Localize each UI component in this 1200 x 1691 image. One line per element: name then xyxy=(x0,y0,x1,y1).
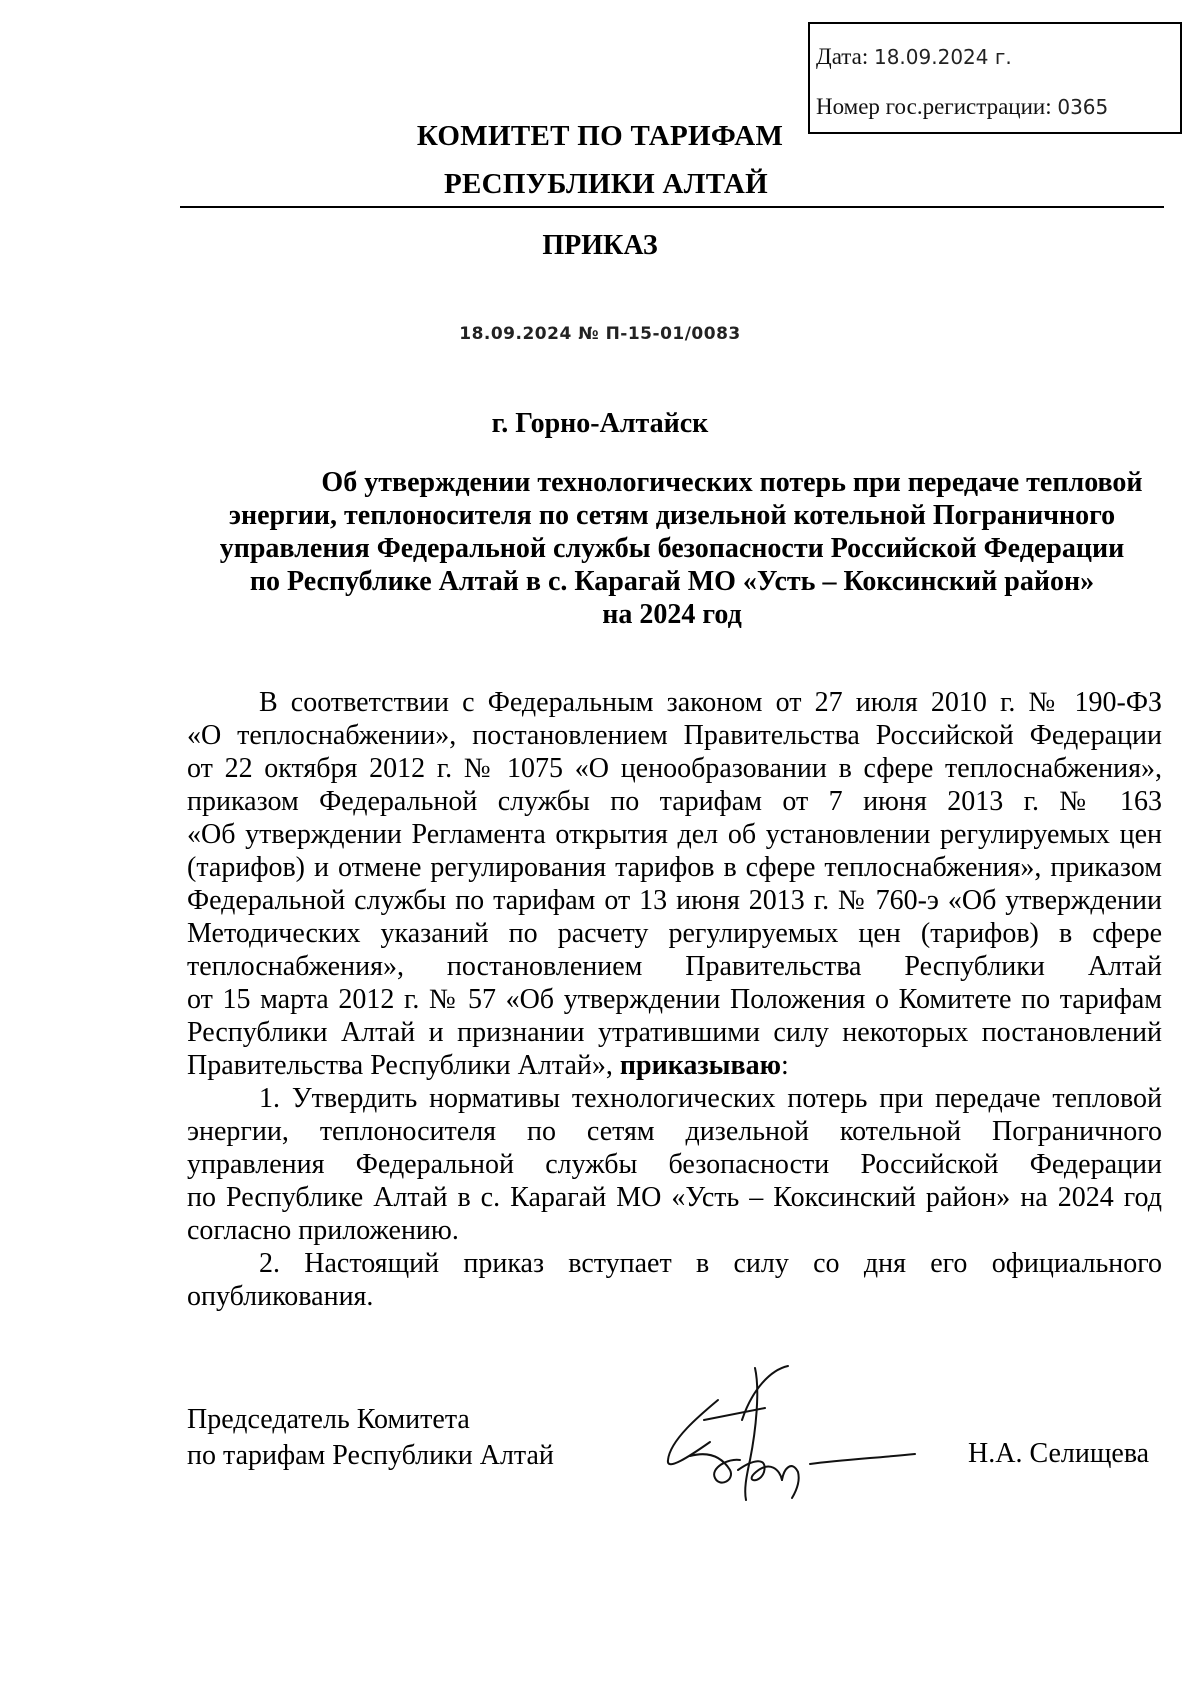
committee-name-line2: РЕСПУБЛИКИ АЛТАЙ xyxy=(443,168,769,200)
title-line: энергии, теплоносителя по сетям дизельной котельной Пограничного xyxy=(228,500,1116,531)
title-line: на 2024 год xyxy=(602,599,742,630)
preamble-line: Методических указаний по расчету регулируемых цен (тарифов) в сфере xyxy=(187,918,1162,949)
document-type: ПРИКАЗ xyxy=(542,230,658,261)
preamble-line: В соответствии с Федеральным законом от 27 июля 2010 г. № 190-ФЗ xyxy=(259,687,1162,718)
preamble-line: Федеральной службы по тарифам от 13 июня 2013 г. № 760-э «Об утверждении xyxy=(187,885,1162,916)
preamble-last-line xyxy=(187,1049,1162,1082)
preamble-line: Республики Алтай и признании утратившими силу некоторых постановлений xyxy=(187,1017,1162,1048)
preamble-last-text: Правительства Республики Алтай», xyxy=(187,1050,620,1081)
preamble-line: (тарифов) и отмене регулирования тарифов в сфере теплоснабжения», приказом xyxy=(187,852,1162,883)
item1-last-line: согласно приложению. xyxy=(187,1215,459,1246)
order-colon: : xyxy=(781,1050,789,1081)
document-body xyxy=(187,686,1162,1313)
preamble-line: теплоснабжения», постановлением Правительства Республики Алтай xyxy=(187,951,1162,982)
item2-last-line: опубликования. xyxy=(187,1281,374,1312)
item1-line: 1. Утвердить нормативы технологических потерь при передаче тепловой xyxy=(259,1083,1162,1114)
registration-date-label: Дата: xyxy=(816,44,869,69)
signatory-name: Н.А. Селищева xyxy=(968,1438,1150,1469)
registration-date-line xyxy=(816,44,1012,70)
document-number: 18.09.2024 № П-15-01/0083 xyxy=(459,324,741,344)
preamble-line: от 15 марта 2012 г. № 57 «Об утверждении Положения о Комитете по тарифам xyxy=(187,984,1162,1015)
preamble-line: «Об утверждении Регламента открытия дел об установлении регулируемых цен xyxy=(187,819,1162,850)
registration-number-label: Номер гос.регистрации: xyxy=(816,94,1052,119)
item1-line: энергии, теплоносителя по сетям дизельной котельной Пограничного xyxy=(187,1116,1162,1147)
item1-line: управления Федеральной службы безопасности Российской Федерации xyxy=(187,1149,1162,1180)
handwritten-signature xyxy=(660,1360,920,1505)
signatory-position xyxy=(187,1402,554,1474)
registration-date-value: 18.09.2024 г. xyxy=(873,45,1012,69)
item1-line: по Республике Алтай в с. Карагай МО «Усть – Коксинский район» на 2024 год xyxy=(187,1182,1162,1213)
registration-stamp-box xyxy=(808,22,1182,134)
preamble-line: приказом Федеральной службы по тарифам от 7 июня 2013 г. № 163 xyxy=(187,786,1162,817)
order-word: приказываю xyxy=(619,1050,782,1081)
document-city: г. Горно-Алтайск xyxy=(491,408,709,439)
preamble-line: «О теплоснабжении», постановлением Правительства Российской Федерации xyxy=(187,720,1162,751)
header-divider xyxy=(180,206,1164,208)
title-line: по Республике Алтай в с. Карагай МО «Усть – Коксинский район» xyxy=(249,566,1095,597)
preamble-line: от 22 октября 2012 г. № 1075 «О ценообразовании в сфере теплоснабжения», xyxy=(187,753,1162,784)
document-title xyxy=(180,466,1164,631)
committee-name-line1: КОМИТЕТ ПО ТАРИФАМ xyxy=(416,120,784,152)
registration-number-line xyxy=(816,94,1108,120)
title-line: управления Федеральной службы безопасности Российской Федерации xyxy=(219,533,1125,564)
signatory-position-line: по тарифам Республики Алтай xyxy=(187,1440,554,1471)
signatory-position-line: Председатель Комитета xyxy=(187,1404,470,1435)
item2-line: 2. Настоящий приказ вступает в силу со дня его официального xyxy=(259,1248,1162,1279)
title-line: Об утверждении технологических потерь при передаче тепловой xyxy=(321,467,1143,498)
registration-number-value: 0365 xyxy=(1057,95,1109,119)
